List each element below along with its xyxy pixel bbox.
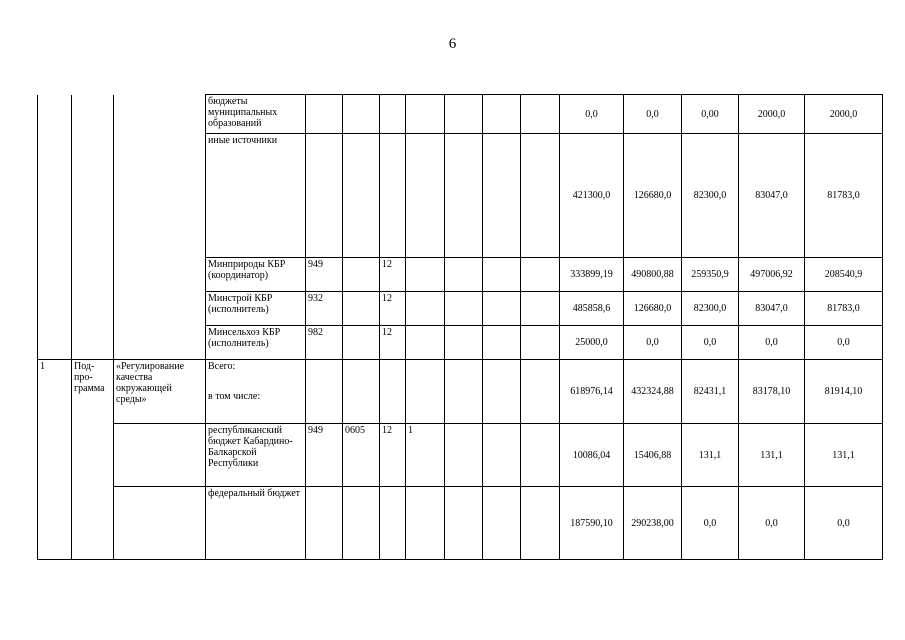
value-cell: 81783,0 (805, 134, 883, 258)
table-row (38, 134, 883, 258)
code-grbs (306, 134, 343, 258)
code-pr: 12 (380, 258, 406, 292)
title-cell (114, 292, 206, 326)
code-grbs (306, 95, 343, 134)
source-label: Минсельхоз КБР (исполнитель) (206, 326, 306, 360)
source-label: Минприроды КБР (координатор) (206, 258, 306, 292)
value-cell: 10086,04 (560, 424, 624, 487)
empty-cell (521, 360, 560, 424)
empty-cell (521, 326, 560, 360)
code-grbs (306, 360, 343, 424)
value-cell: 208540,9 (805, 258, 883, 292)
value-cell: 618976,14 (560, 360, 624, 424)
table-row (38, 487, 883, 560)
value-cell: 0,0 (560, 95, 624, 134)
title-cell (114, 134, 206, 258)
empty-cell (445, 424, 483, 487)
value-cell: 0,00 (682, 95, 739, 134)
value-cell: 82300,0 (682, 134, 739, 258)
value-cell: 83047,0 (739, 134, 805, 258)
code-pr (380, 360, 406, 424)
value-cell: 83178,10 (739, 360, 805, 424)
code-cs (406, 134, 445, 258)
value-cell: 485858,6 (560, 292, 624, 326)
empty-cell (521, 487, 560, 560)
number-cell (38, 134, 72, 258)
table-row (38, 292, 883, 326)
code-rz (343, 95, 380, 134)
code-grbs: 949 (306, 424, 343, 487)
title-cell (114, 258, 206, 292)
empty-cell (521, 95, 560, 134)
value-cell: 0,0 (739, 487, 805, 560)
source-label: республиканский бюджет Кабардино-Балкарской Республики (206, 424, 306, 487)
type-cell (72, 292, 114, 326)
page-number: 6 (448, 36, 457, 52)
value-cell: 126680,0 (624, 292, 682, 326)
empty-cell (445, 292, 483, 326)
code-cs (406, 292, 445, 326)
code-rz (343, 134, 380, 258)
value-cell: 421300,0 (560, 134, 624, 258)
row-number: 1 (38, 360, 72, 560)
code-grbs: 949 (306, 258, 343, 292)
code-pr: 12 (380, 326, 406, 360)
number-cell (38, 95, 72, 134)
empty-cell (445, 95, 483, 134)
empty-cell (483, 326, 521, 360)
value-cell: 83047,0 (739, 292, 805, 326)
empty-cell (445, 326, 483, 360)
empty-cell (445, 258, 483, 292)
code-cs: 1 (406, 424, 445, 487)
value-cell: 81783,0 (805, 292, 883, 326)
type-cell (72, 95, 114, 134)
code-cs (406, 258, 445, 292)
code-rz (343, 258, 380, 292)
value-cell: 131,1 (739, 424, 805, 487)
empty-cell (483, 487, 521, 560)
code-pr (380, 487, 406, 560)
code-rz (343, 487, 380, 560)
value-cell: 259350,9 (682, 258, 739, 292)
code-grbs: 932 (306, 292, 343, 326)
empty-cell (445, 360, 483, 424)
value-cell: 2000,0 (739, 95, 805, 134)
code-rz (343, 326, 380, 360)
code-cs (406, 95, 445, 134)
code-pr: 12 (380, 292, 406, 326)
type-cell (72, 326, 114, 360)
including-label: в том числе: (208, 391, 261, 402)
type-cell (72, 134, 114, 258)
table-row (38, 258, 883, 292)
value-cell: 131,1 (682, 424, 739, 487)
value-cell: 131,1 (805, 424, 883, 487)
title-cell (114, 326, 206, 360)
empty-cell (483, 424, 521, 487)
value-cell: 187590,10 (560, 487, 624, 560)
code-grbs (306, 487, 343, 560)
source-label: Минстрой КБР (исполнитель) (206, 292, 306, 326)
code-cs (406, 360, 445, 424)
total-label: Всего: (208, 361, 236, 372)
code-cs (406, 326, 445, 360)
value-cell: 81914,10 (805, 360, 883, 424)
source-label: бюджеты муниципальных образований (206, 95, 306, 134)
empty-cell (521, 134, 560, 258)
title-cell (114, 487, 206, 560)
empty-cell (445, 134, 483, 258)
empty-cell (483, 360, 521, 424)
empty-cell (483, 134, 521, 258)
title-cell (114, 424, 206, 487)
value-cell: 490800,88 (624, 258, 682, 292)
code-cs (406, 487, 445, 560)
empty-cell (521, 424, 560, 487)
code-grbs: 982 (306, 326, 343, 360)
value-cell: 0,0 (682, 487, 739, 560)
code-rz: 0605 (343, 424, 380, 487)
value-cell: 333899,19 (560, 258, 624, 292)
empty-cell (483, 292, 521, 326)
value-cell: 0,0 (739, 326, 805, 360)
value-cell: 432324,88 (624, 360, 682, 424)
value-cell: 82300,0 (682, 292, 739, 326)
number-cell (38, 258, 72, 292)
table-row (38, 424, 883, 487)
source-label: иные источники (206, 134, 306, 258)
title-cell (114, 95, 206, 134)
code-pr: 12 (380, 424, 406, 487)
code-pr (380, 95, 406, 134)
row-type: Под-про-грамма (72, 360, 114, 560)
value-cell: 126680,0 (624, 134, 682, 258)
subprogram-title: «Регулирование качества окружающей среды» (114, 360, 206, 424)
value-cell: 0,0 (624, 326, 682, 360)
value-cell: 15406,88 (624, 424, 682, 487)
value-cell: 0,0 (624, 95, 682, 134)
table-row (38, 326, 883, 360)
number-cell (38, 292, 72, 326)
empty-cell (483, 95, 521, 134)
value-cell: 290238,00 (624, 487, 682, 560)
budget-table (37, 94, 883, 560)
table-row (38, 95, 883, 134)
table-row (38, 360, 883, 424)
number-cell (38, 326, 72, 360)
value-cell: 82431,1 (682, 360, 739, 424)
empty-cell (483, 258, 521, 292)
value-cell: 0,0 (682, 326, 739, 360)
type-cell (72, 258, 114, 292)
empty-cell (445, 487, 483, 560)
value-cell: 0,0 (805, 487, 883, 560)
source-label: федеральный бюджет (206, 487, 306, 560)
code-rz (343, 360, 380, 424)
value-cell: 497006,92 (739, 258, 805, 292)
value-cell: 25000,0 (560, 326, 624, 360)
code-rz (343, 292, 380, 326)
value-cell: 2000,0 (805, 95, 883, 134)
code-pr (380, 134, 406, 258)
empty-cell (521, 292, 560, 326)
value-cell: 0,0 (805, 326, 883, 360)
source-label (206, 360, 306, 424)
empty-cell (521, 258, 560, 292)
